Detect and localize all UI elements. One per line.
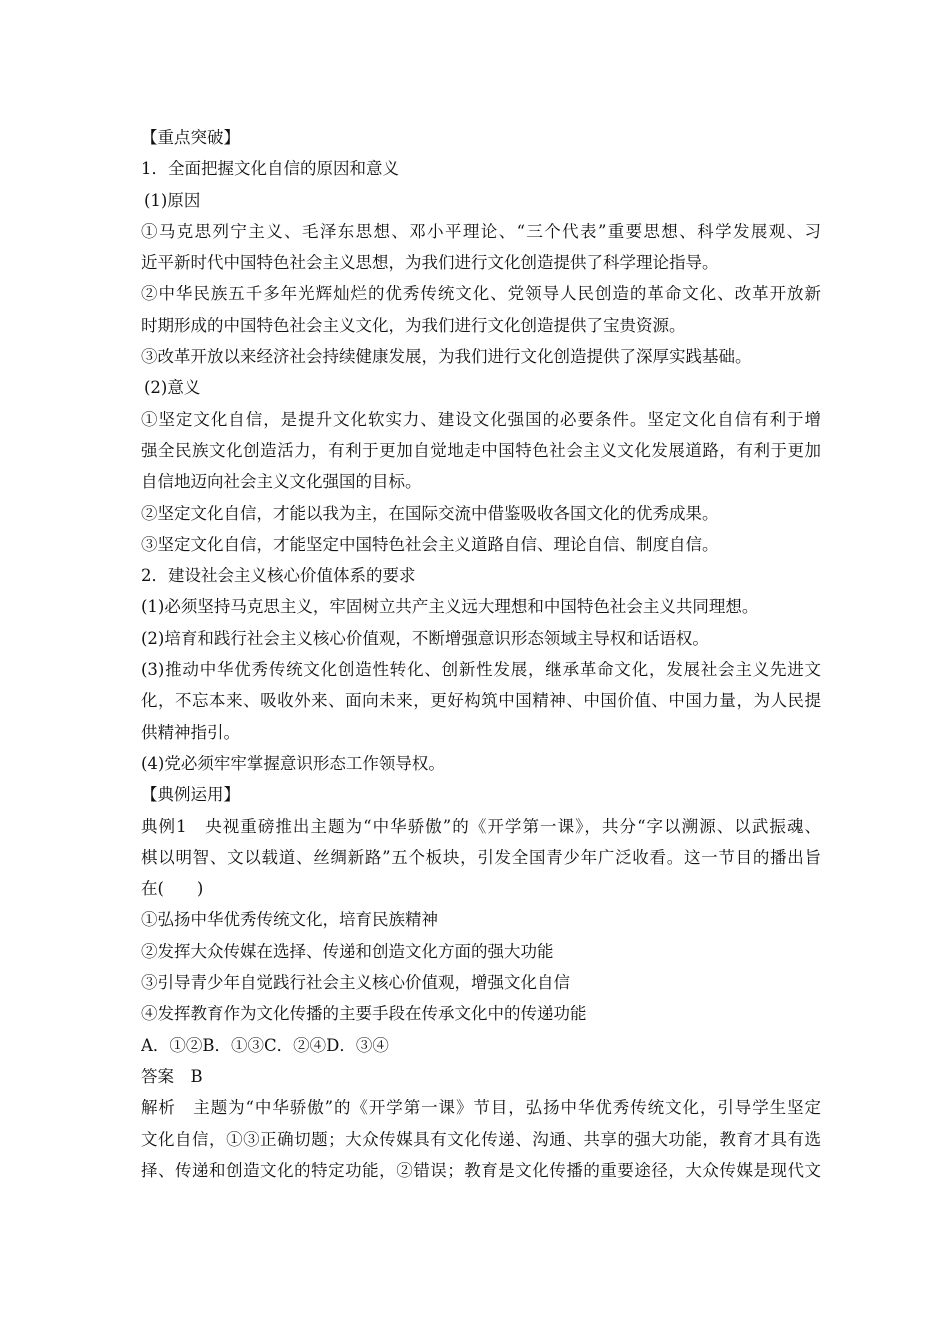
paragraph-line: (3)推动中华优秀传统文化创造性转化、创新性发展，继承革命文化，发展社会主义先进文 — [141, 660, 821, 680]
explanation-line: 文化自信，①③正确切题；大众传媒具有文化传递、沟通、共享的强大功能，教育才具有选 — [141, 1129, 821, 1149]
paragraph-line: 强全民族文化创造活力，有利于更加自觉地走中国特色社会主义文化发展道路，有利于更加 — [141, 440, 821, 460]
paragraph-line: 化，不忘本来、吸收外来、面向未来，更好构筑中国精神、中国价值、中国力量，为人民提 — [141, 691, 821, 711]
question-option: ④发挥教育作为文化传播的主要手段在传承文化中的传递功能 — [141, 1004, 587, 1024]
question-stem-line: 棋以明智、文以载道、丝绸新路”五个板块，引发全国青少年广泛收看。这一节目的播出旨 — [141, 847, 821, 867]
heading-1: 1．全面把握文化自信的原因和意义 — [141, 159, 399, 179]
paragraph-line: ①马克思列宁主义、毛泽东思想、邓小平理论、“三个代表”重要思想、科学发展观、习 — [141, 221, 821, 241]
paragraph-line: 自信地迈向社会主义文化强国的目标。 — [141, 472, 422, 492]
paragraph-line: 近平新时代中国特色社会主义思想，为我们进行文化创造提供了科学理论指导。 — [141, 253, 719, 273]
paragraph-line: (4)党必须牢牢掌握意识形态工作领导权。 — [141, 753, 445, 773]
answer-choices: A．①②B．①③C．②④D．③④ — [141, 1035, 389, 1055]
paragraph-line: ①坚定文化自信，是提升文化软实力、建设文化强国的必要条件。坚定文化自信有利于增 — [141, 409, 821, 429]
answer-line: 答案 B — [141, 1066, 203, 1086]
paragraph-line: ②中华民族五千多年光辉灿烂的优秀传统文化、党领导人民创造的革命文化、改革开放新 — [141, 284, 821, 304]
paragraph-line: ③改革开放以来经济社会持续健康发展，为我们进行文化创造提供了深厚实践基础。 — [141, 347, 752, 367]
paragraph-line: 供精神指引。 — [141, 722, 240, 742]
question-stem-line: 在( ) — [141, 879, 204, 899]
heading-2: 2．建设社会主义核心价值体系的要求 — [141, 566, 416, 586]
paragraph-line: 时期形成的中国特色社会主义文化，为我们进行文化创造提供了宝贵资源。 — [141, 315, 686, 335]
question-stem-line: 典例1 央视重磅推出主题为“中华骄傲”的《开学第一课》，共分“字以溯源、以武振魂、 — [141, 816, 821, 836]
subheading-reasons: (1)原因 — [144, 190, 201, 210]
paragraph-line: ②坚定文化自信，才能以我为主，在国际交流中借鉴吸收各国文化的优秀成果。 — [141, 503, 719, 523]
question-option: ③引导青少年自觉践行社会主义核心价值观，增强文化自信 — [141, 973, 570, 993]
section-header-focus: 【重点突破】 — [141, 128, 240, 147]
paragraph-line: (1)必须坚持马克思主义，牢固树立共产主义远大理想和中国特色社会主义共同理想。 — [141, 597, 759, 617]
explanation-line: 解析 主题为“中华骄傲”的《开学第一课》节目，弘扬中华优秀传统文化，引导学生坚定 — [141, 1098, 821, 1118]
paragraph-line: ③坚定文化自信，才能坚定中国特色社会主义道路自信、理论自信、制度自信。 — [141, 534, 719, 554]
question-option: ②发挥大众传媒在选择、传递和创造文化方面的强大功能 — [141, 941, 554, 961]
subheading-significance: (2)意义 — [144, 378, 201, 398]
paragraph-line: (2)培育和践行社会主义核心价值观，不断增强意识形态领域主导权和话语权。 — [141, 628, 709, 648]
document-body — [141, 122, 821, 1186]
explanation-line: 择、传递和创造文化的特定功能，②错误；教育是文化传播的重要途径，大众传媒是现代文 — [141, 1160, 821, 1180]
section-header-example: 【典例运用】 — [141, 785, 240, 805]
question-option: ①弘扬中华优秀传统文化，培育民族精神 — [141, 910, 438, 930]
